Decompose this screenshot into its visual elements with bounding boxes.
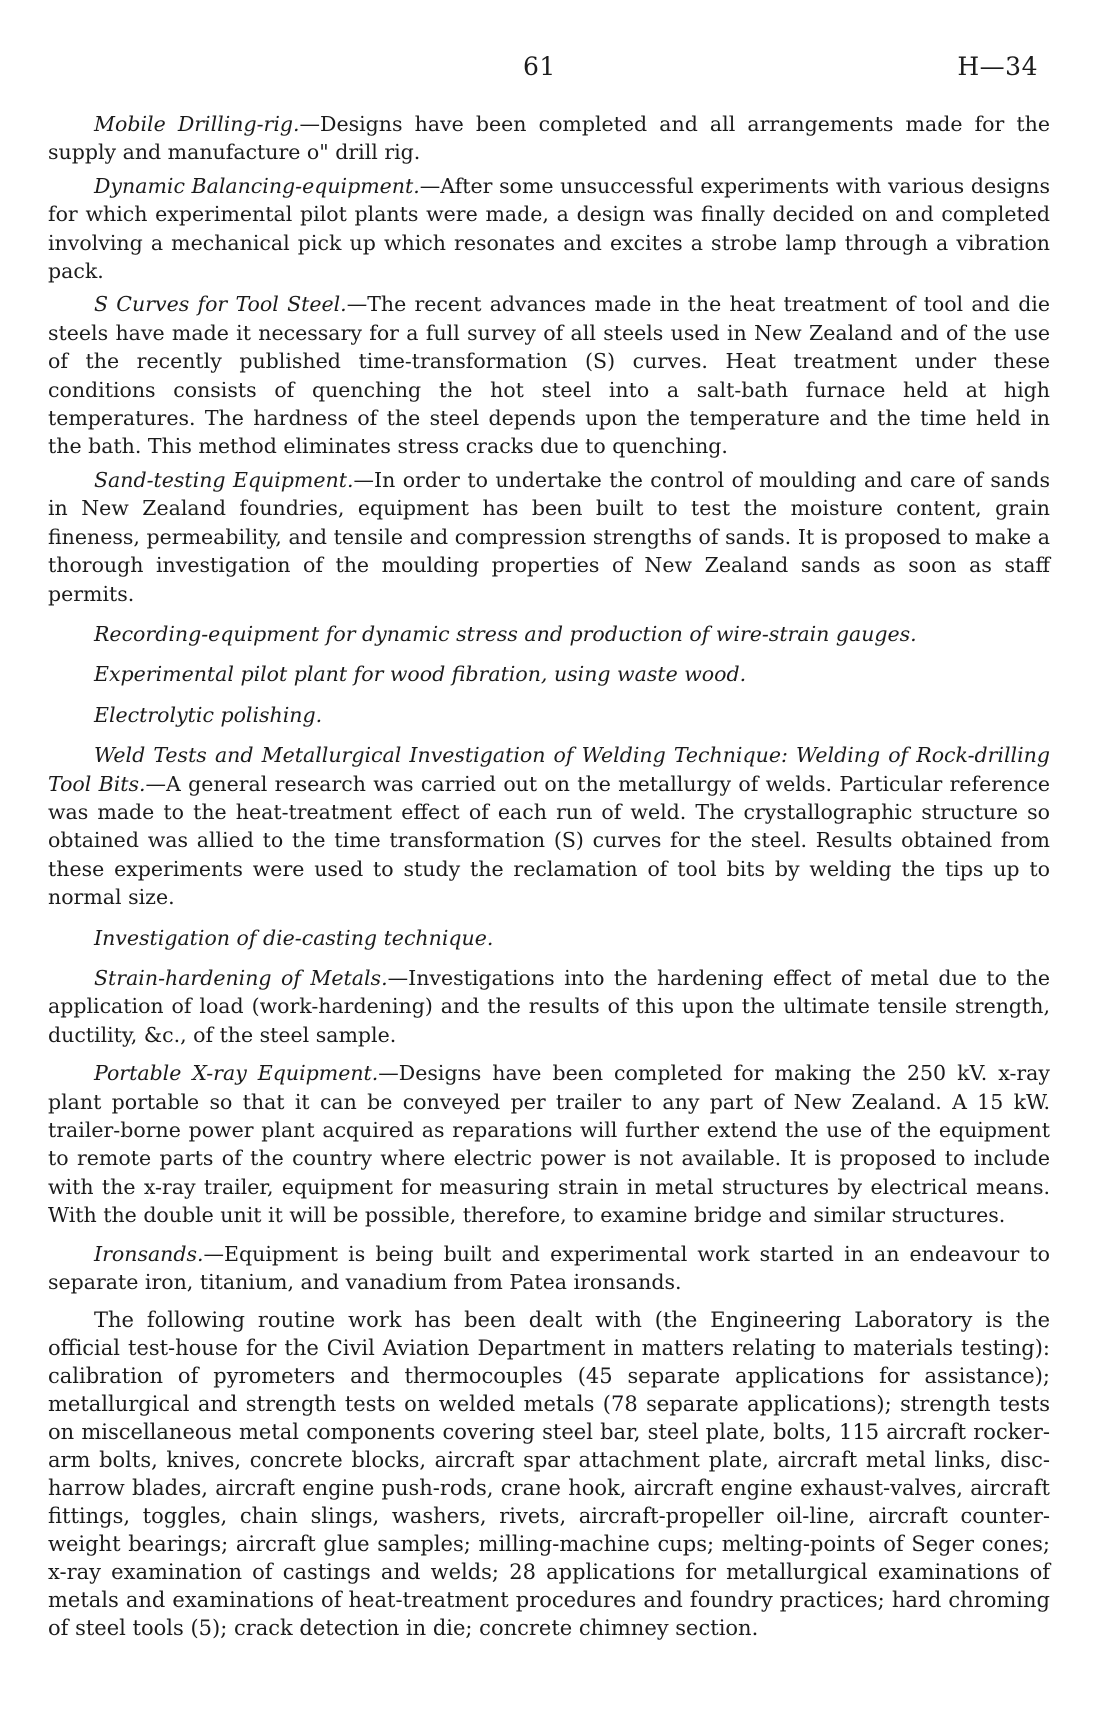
page-number: 61 — [523, 52, 556, 81]
section-heading: Portable X-ray Equipment. — [94, 1061, 379, 1086]
section-heading: Dynamic Balancing-equipment. — [94, 173, 420, 198]
section-dynamic-balancing — [48, 172, 1050, 286]
section-body: —Designs have been completed and all arrangements made for the supply and manufacture o" drill rig. — [48, 112, 1050, 165]
document-page — [48, 52, 1050, 1663]
section-weld-tests — [48, 741, 1050, 911]
section-heading: Recording-equipment for dynamic stress and production of wire-strain gauges. — [94, 621, 917, 646]
section-electrolytic-polishing — [48, 701, 1050, 729]
section-body: —Designs have been completed for making the 250 kV. x-ray plant portable so that it can be conveyed per trailer to any part of New Zealand. A 15 kW. trailer-borne power plant acquired as reparations will further extend the use of the equipment to remote parts of the country where electric power is not available. It is proposed to include with the x-ray trailer, equipment for measuring strain in metal structures by electrical means. With the double unit it will be possible, therefore, to examine bridge and similar structures. — [48, 1061, 1050, 1228]
section-recording-equipment — [48, 620, 1050, 648]
section-ironsands — [48, 1240, 1050, 1297]
section-body: —In order to undertake the control of moulding and care of sands in New Zealand foundries, equipment has been built to test the moisture content, grain fineness, permeability, and tensile and compression strengths of sands. It is proposed to make a thorough investigation of the moulding properties of New Zealand sands as soon as staff permits. — [48, 467, 1050, 606]
document-reference: H—34 — [957, 52, 1038, 81]
section-heading: Experimental pilot plant for wood fibration, using waste wood. — [94, 662, 747, 687]
section-heading: Sand-testing Equipment. — [94, 467, 354, 492]
section-s-curves — [48, 290, 1050, 460]
section-heading: Weld Tests and Metallurgical Investigation of Welding Technique: Welding of Rock-drilling Tool Bits. — [48, 743, 1050, 796]
section-body: —Equipment is being built and experimental work started in an endeavour to separate iron, titanium, and vanadium from Patea ironsands. — [48, 1241, 1050, 1295]
section-body: —After some unsuccessful experiments with various designs for which experimental pilot plants were made, a design was finally decided on and completed involving a mechanical pick up which resonates and excites a strobe lamp through a vibration pack. — [48, 173, 1050, 284]
routine-work-paragraph: The following routine work has been dealt with (the Engineering Laboratory is the official test-house for the Civil Aviation Department in matters relating to materials testing): calibration of pyrometers and thermocouples (45 separate applications for assistance); metallurgical and strength tests on welded metals (78 separate applications); strength tests on miscellaneous metal components covering steel bar, steel plate, bolts, 115 aircraft rocker-arm bolts, knives, concrete blocks, aircraft spar attachment plate, aircraft metal links, disc-harrow blades, aircraft engine push-rods, crane hook, aircraft engine exhaust-valves, aircraft fittings, toggles, chain slings, washers, rivets, aircraft-propeller oil-line, aircraft counter-weight bearings; aircraft glue samples; milling-machine cups; melting-points of Seger cones; x-ray examination of castings and welds; 28 applications for metallurgical examinations of metals and examinations of heat-treatment procedures and foundry practices; hard chroming of steel tools (5); crack detection in die; concrete chimney section. — [48, 1308, 1050, 1641]
section-die-casting — [48, 924, 1050, 952]
section-strain-hardening — [48, 964, 1050, 1049]
section-body: —A general research was carried out on the metallurgy of welds. Particular reference was made to the heat-treatment effect of each run of weld. The crystallographic structure so obtained was allied to the time transformation (S) curves for the steel. Results obtained from these experiments were used to study the reclamation of tool bits by welding the tips up to normal size. — [48, 771, 1050, 910]
section-portable-xray — [48, 1059, 1050, 1229]
section-heading: Strain-hardening of Metals. — [94, 965, 388, 990]
section-body: —Investigations into the hardening effect of metal due to the application of load (work-hardening) and the results of this upon the ultimate tensile strength, ductility, &c., of the steel sample. — [48, 965, 1050, 1047]
section-body: —The recent advances made in the heat treatment of tool and die steels have made it necessary for a full survey of all steels used in New Zealand and of the use of the recently published time-transformation (S) curves. Heat treatment under these conditions consists of quenching the hot steel into a salt-bath furnace held at high temperatures. The hardness of the steel depends upon the temperature and the time held in the bath. This method eliminates stress cracks due to quenching. — [48, 292, 1050, 459]
section-heading: Electrolytic polishing. — [94, 702, 323, 727]
section-pilot-plant — [48, 660, 1050, 688]
section-heading: Mobile Drilling-rig. — [94, 112, 300, 136]
section-sand-testing — [48, 466, 1050, 608]
page-header — [48, 52, 1050, 92]
section-heading: Ironsands. — [94, 1241, 204, 1266]
section-heading: Investigation of die-casting technique. — [94, 925, 494, 950]
section-heading: S Curves for Tool Steel. — [94, 292, 347, 317]
section-mobile-drilling-rig — [48, 110, 1050, 167]
